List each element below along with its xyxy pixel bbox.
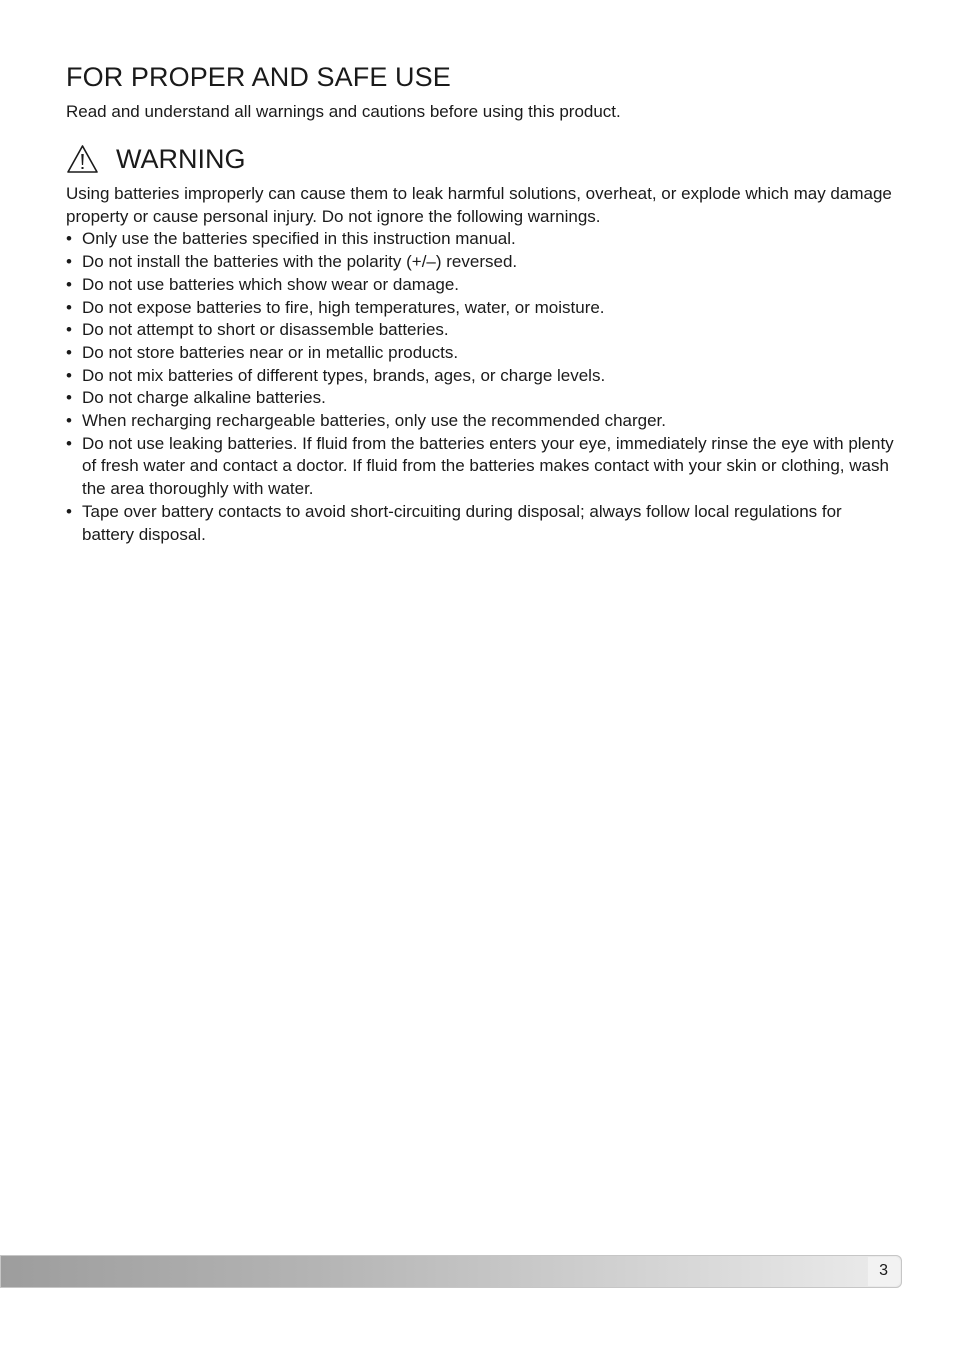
bullet-text: Tape over battery contacts to avoid short-circuiting during disposal; always follow local regulations for battery disposal. (82, 501, 842, 544)
bullet-dot: • (66, 320, 72, 340)
bullet-text: Do not use leaking batteries. If fluid from the batteries enters your eye, immediately rinse the eye with plenty of fresh water and contact a doctor. If fluid from the batteries makes contact with your skin or clothing, wash the area thoroughly with water. (82, 433, 894, 499)
bullet-dot: • (66, 388, 72, 408)
bullet-text: Do not charge alkaline batteries. (82, 388, 326, 408)
bullet-dot: • (66, 365, 72, 385)
warning-bullet-item (66, 251, 896, 274)
bullet-text: Do not expose batteries to fire, high temperatures, water, or moisture. (82, 297, 605, 317)
bullet-dot: • (66, 297, 72, 317)
warning-bullet-item (66, 501, 896, 546)
warning-bullet-item (66, 319, 896, 342)
page-title: FOR PROPER AND SAFE USE (66, 62, 451, 92)
bullet-dot: • (66, 252, 72, 272)
warning-bullet-item (66, 387, 896, 410)
warning-triangle-icon (66, 144, 99, 174)
warning-bullet-item (66, 297, 896, 320)
footer-bar (0, 1255, 902, 1288)
bullet-text: Do not mix batteries of different types, brands, ages, or charge levels. (82, 365, 606, 385)
warning-title: WARNING (116, 144, 246, 174)
bullet-dot: • (66, 229, 72, 249)
warning-bullet-item (66, 433, 896, 501)
warning-bullet-list (66, 228, 896, 546)
bullet-text: Do not store batteries near or in metallic products. (82, 342, 459, 362)
bullet-text: Only use the batteries specified in this instruction manual. (82, 229, 516, 249)
bullet-text: When recharging rechargeable batteries, only use the recommended charger. (82, 411, 667, 431)
intro-text: Read and understand all warnings and cautions before using this product. (66, 102, 621, 121)
warning-bullet-item (66, 410, 896, 433)
warning-paragraph: Using batteries improperly can cause them to leak harmful solutions, overheat, or explode which may damage property or cause personal injury. Do not ignore the following warnings. (66, 184, 892, 226)
bullet-dot: • (66, 342, 72, 362)
bullet-dot: • (66, 501, 72, 521)
warning-bullet-item (66, 365, 896, 388)
warning-bullet-item (66, 228, 896, 251)
bullet-dot: • (66, 411, 72, 431)
warning-heading (66, 142, 246, 176)
bullet-text: Do not use batteries which show wear or damage. (82, 274, 460, 294)
page-number: 3 (879, 1262, 888, 1279)
bullet-dot: • (66, 274, 72, 294)
bullet-text: Do not attempt to short or disassemble batteries. (82, 320, 449, 340)
warning-bullet-item (66, 342, 896, 365)
bullet-text: Do not install the batteries with the polarity (+/–) reversed. (82, 252, 518, 272)
warning-body (66, 183, 896, 546)
warning-bullet-item (66, 274, 896, 297)
bullet-dot: • (66, 433, 72, 453)
